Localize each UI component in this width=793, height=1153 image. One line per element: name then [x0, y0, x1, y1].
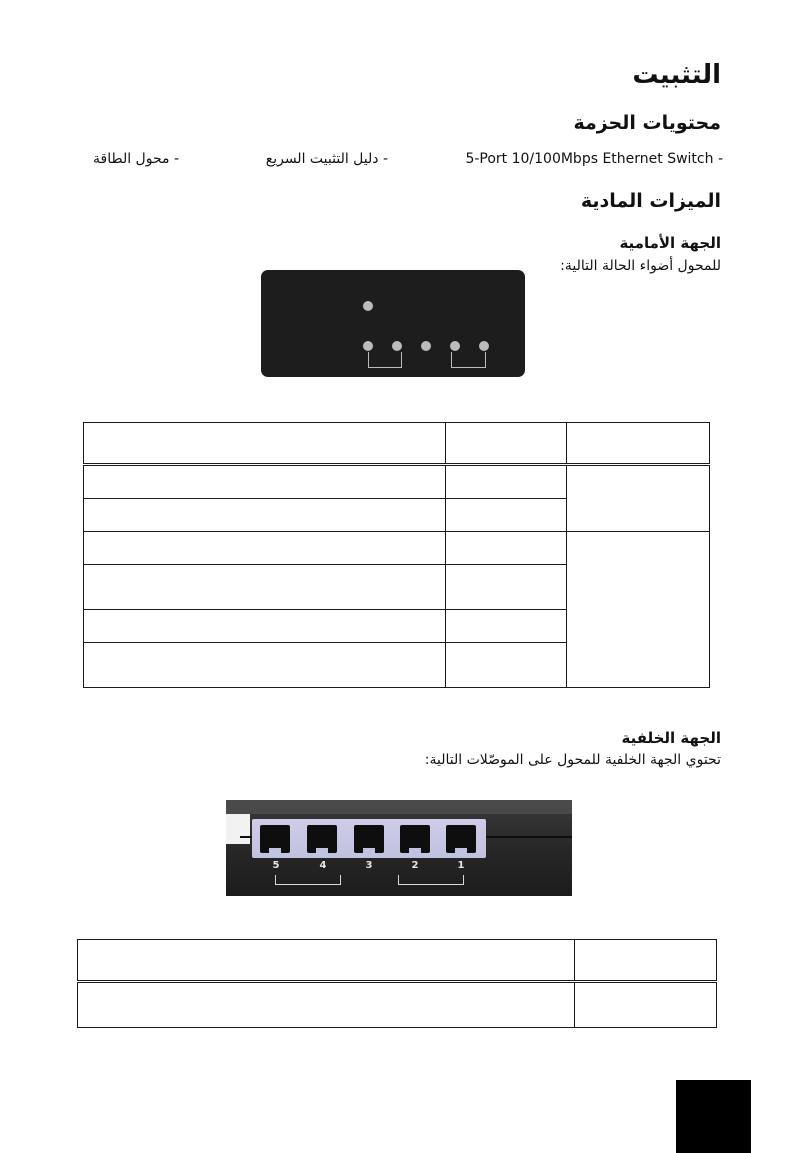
package-item-switch: 5-Port 10/100Mbps Ethernet Switch - — [465, 151, 723, 167]
front-panel-illustration — [261, 270, 525, 377]
panel-ledge — [226, 814, 250, 844]
table-row — [78, 982, 717, 1028]
panel-top-edge — [226, 800, 572, 814]
table-cell — [446, 643, 567, 688]
port-led — [363, 341, 373, 351]
physical-features-heading: الميزات المادية — [580, 190, 721, 212]
page-number-tab — [676, 1080, 751, 1153]
table-cell — [78, 940, 575, 982]
front-panel-heading: الجهة الأمامية — [619, 234, 721, 252]
port-group-bracket — [275, 875, 341, 885]
package-contents-heading: محتويات الحزمة — [573, 112, 721, 134]
port-number-label: 4 — [319, 860, 327, 871]
table-cell — [446, 499, 567, 532]
port-number-label: 1 — [457, 860, 465, 871]
led-group-bracket — [451, 352, 486, 368]
rear-panel-description: تحتوي الجهة الخلفية للمحول على الموصّلات التالية: — [424, 752, 721, 768]
rear-panel-heading: الجهة الخلفية — [621, 729, 721, 747]
table-cell — [567, 532, 710, 688]
table-cell — [575, 982, 717, 1028]
table-cell — [575, 940, 717, 982]
port-led — [450, 341, 460, 351]
rj45-port-icon — [354, 825, 384, 853]
table-cell — [84, 465, 446, 499]
table-cell — [446, 423, 567, 465]
table-cell — [446, 532, 567, 565]
table-cell — [84, 565, 446, 610]
table-cell — [567, 423, 710, 465]
rear-panel-illustration — [226, 800, 572, 896]
front-panel-description: للمحول أضواء الحالة التالية: — [560, 258, 721, 274]
port-led — [392, 341, 402, 351]
table-cell — [84, 499, 446, 532]
table-cell — [446, 465, 567, 499]
rj45-port-icon — [446, 825, 476, 853]
table-header-row — [78, 940, 717, 982]
table-row — [84, 465, 710, 499]
port-strip — [252, 819, 486, 858]
table-cell — [84, 532, 446, 565]
table-header-row — [84, 423, 710, 465]
rj45-port-icon — [400, 825, 430, 853]
port-number-label: 5 — [272, 860, 280, 871]
front-led-table — [83, 422, 710, 688]
port-number-label: 2 — [411, 860, 419, 871]
port-led — [479, 341, 489, 351]
rear-connector-table — [77, 939, 717, 1028]
table-cell — [446, 565, 567, 610]
table-cell — [84, 610, 446, 643]
table-cell — [84, 423, 446, 465]
power-led — [363, 301, 373, 311]
rj45-port-icon — [260, 825, 290, 853]
port-number-label: 3 — [365, 860, 373, 871]
table-cell — [84, 643, 446, 688]
port-group-bracket — [398, 875, 464, 885]
table-cell — [446, 610, 567, 643]
rj45-port-icon — [307, 825, 337, 853]
package-item-power-adapter: - محول الطاقة — [93, 151, 179, 167]
led-group-bracket — [368, 352, 402, 368]
table-cell — [567, 465, 710, 532]
table-cell — [78, 982, 575, 1028]
port-led — [421, 341, 431, 351]
table-row — [84, 532, 710, 565]
package-item-quick-guide: - دليل التثبيت السريع — [265, 151, 388, 167]
page-title: التثبيت — [632, 60, 721, 90]
